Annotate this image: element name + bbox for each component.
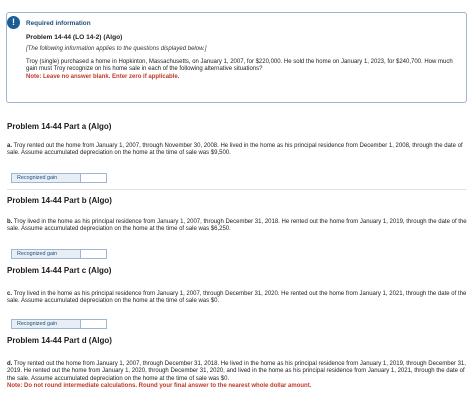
part-b-recognized-gain-input[interactable] [81, 249, 107, 259]
part-c-answer-row [11, 319, 107, 329]
part-b-text [7, 219, 467, 234]
part-d-title: Problem 14-44 Part d (Algo) [7, 336, 112, 345]
part-c-recognized-gain-input[interactable] [81, 319, 107, 329]
part-c-title: Problem 14-44 Part c (Algo) [7, 266, 112, 275]
required-info-box [6, 12, 467, 103]
part-d-letter: d. [7, 361, 13, 367]
applies-note: [The following information applies to the questions displayed below.] [26, 46, 207, 52]
part-a-answer-row [11, 173, 107, 183]
part-b-letter: b. [7, 219, 13, 225]
part-c-field-label: Recognized gain [11, 319, 81, 329]
part-b-body: Troy lived in the home as his principal residence from January 1, 2007, through December 31, 2018. He rented out the home from January 1, 2019, through the date of the sale. Assume accumulated depreciation on the home at the time of sale was $6,250. [7, 219, 467, 233]
required-info-header: Required information [26, 20, 91, 27]
part-a-letter: a. [7, 143, 13, 149]
rounding-note: Note: Do not round intermediate calculations. Round your final answer to the nearest whole dollar amount. [7, 383, 312, 390]
part-c-body: Troy lived in the home as his principal residence from January 1, 2007, through December 31, 2020. He rented out the home from January 1, 2021, through the date of the sale. Assume accumulated depreciation on the home at the time of sale was $0. [7, 291, 467, 305]
part-d-body: Troy rented out the home from January 1, 2007, through December 31, 2018. He lived in the home as his principal residence from January 1, 2019, through December 31, 2019. He rented out the home from January 1, 2020, through December 31, 2020, and lived in the home as his principal residence from January 1, 2021, through the date of the sale. Assume accumulated depreciation on the home at the time of sale was $0. [7, 361, 466, 382]
part-c-letter: c. [7, 291, 13, 297]
part-c-text [7, 291, 467, 306]
part-a-field-label: Recognized gain [11, 173, 81, 183]
part-a-recognized-gain-input[interactable] [81, 173, 107, 183]
leave-no-blank-note: Note: Leave no answer blank. Enter zero if applicable. [26, 73, 180, 80]
part-b-answer-row [11, 249, 107, 259]
scenario-text: Troy (single) purchased a home in Hopkinton, Massachusetts, on January 1, 2007, for $220,000. He sold the home on January 1, 2023, for $240,700. How much gain must Troy recognize on his home sale in each of the following alternative situations? [26, 59, 453, 73]
problem-title: Problem 14-44 (LO 14-2) (Algo) [26, 34, 123, 41]
part-a-body: Troy rented out the home from January 1, 2007, through November 30, 2008. He lived in the home as his principal residence from December 1, 2008, through the date of sale. Assume accumulated depreciation on the home at the time of sale was $9,500. [7, 143, 463, 157]
part-a-title: Problem 14-44 Part a (Algo) [7, 122, 112, 131]
exclamation-icon: ! [7, 16, 20, 29]
part-a-text [7, 143, 467, 158]
part-b-title: Problem 14-44 Part b (Algo) [7, 196, 112, 205]
part-d-text [7, 361, 467, 391]
divider [7, 189, 467, 190]
part-b-field-label: Recognized gain [11, 249, 81, 259]
